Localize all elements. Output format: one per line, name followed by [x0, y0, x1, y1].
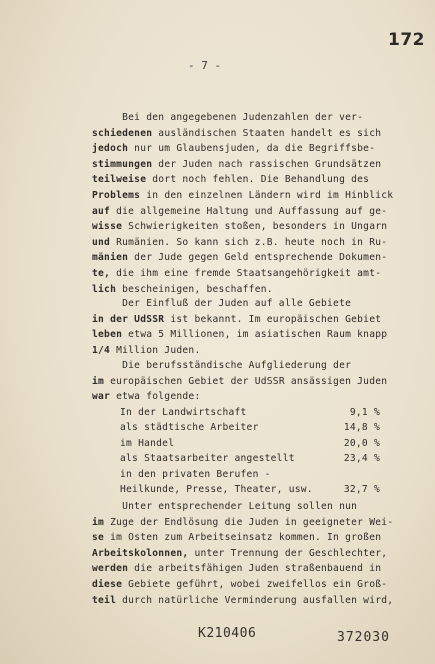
bold-lead-word: im	[92, 375, 105, 387]
line-text: in den einzelnen Ländern wird im Hinblick	[140, 189, 394, 201]
bold-lead-word: te,	[92, 267, 111, 279]
bold-lead-word: teil	[92, 594, 117, 606]
text-line	[92, 389, 404, 405]
bold-lead-word: in der UdSSR	[92, 313, 165, 325]
table-row	[120, 420, 380, 435]
occupation-label: im Handel	[120, 437, 175, 449]
text-line	[92, 235, 404, 251]
text-line	[92, 577, 404, 593]
text-line	[92, 110, 404, 126]
text-line	[92, 312, 404, 328]
text-line	[92, 499, 404, 515]
bold-lead-word: Problems	[92, 189, 141, 201]
line-text: Die berufsständische Aufgliederung der	[92, 360, 352, 371]
text-line	[92, 515, 404, 531]
bold-lead-word: stimmungen	[92, 158, 153, 170]
bold-lead-word: war	[92, 391, 111, 403]
line-text: Unter entsprechender Leitung sollen nun	[92, 501, 358, 512]
bold-lead-word: schiedenen	[92, 127, 153, 139]
archive-number: 172	[388, 30, 425, 50]
line-text: etwa 5 Millionen, im asiatischen Raum knapp	[122, 329, 388, 341]
table-row	[120, 467, 380, 498]
bold-lead-word: werden	[92, 563, 129, 575]
text-line	[92, 219, 404, 235]
line-text: nur um Glaubensjuden, da die Begriffsbe-	[128, 143, 376, 155]
text-line	[92, 593, 404, 609]
bold-lead-word: se	[92, 532, 105, 544]
text-line	[92, 266, 404, 282]
text-line	[92, 327, 404, 343]
occupation-label: als Staatsarbeiter angestellt	[120, 453, 295, 465]
bold-lead-word: lich	[92, 283, 117, 295]
text-line	[92, 188, 404, 204]
text-line	[92, 561, 404, 577]
line-text: die ihm eine fremde Staatsangehörigkeit amt-	[110, 267, 382, 279]
line-text: die allgemeine Haltung und Auffassung auf ge-	[110, 205, 388, 217]
text-line	[92, 204, 404, 220]
bold-lead-word: 1/4	[92, 344, 111, 356]
line-text: Schwierigkeiten stoßen, besonders in Ungarn	[122, 221, 388, 233]
table-row	[120, 436, 380, 451]
bold-lead-word: Arbeitskolonnen,	[92, 547, 189, 559]
line-text: die arbeitsfähigen Juden straßenbauend in	[128, 563, 382, 575]
text-line	[92, 296, 404, 312]
occupation-percent: 14,8 %	[343, 422, 380, 434]
text-line	[92, 358, 404, 374]
line-text: der Juden nach rassischen Grundsätzen	[152, 158, 382, 170]
paragraph-2	[92, 296, 404, 358]
bold-lead-word: und	[92, 236, 111, 248]
bold-lead-word: auf	[92, 205, 111, 217]
text-line	[92, 172, 404, 188]
line-text: ist bekannt. Im europäischen Gebiet	[164, 313, 382, 325]
line-text: Bei den angegebenen Judenzahlen der ver-	[92, 112, 364, 123]
text-line	[92, 546, 404, 562]
bold-lead-word: leben	[92, 329, 123, 341]
text-line	[92, 126, 404, 142]
line-text: der Jude gegen Geld entsprechende Dokumen-	[128, 252, 388, 264]
line-text: Gebiete geführt, wobei zweifellos ein Groß-	[122, 578, 388, 590]
table-row	[120, 451, 380, 466]
occupation-label: als städtische Arbeiter	[120, 422, 259, 434]
line-text: ausländischen Staaten handelt es sich	[152, 127, 382, 139]
file-number: 372030	[337, 630, 390, 645]
text-line	[92, 530, 404, 546]
occupation-percent: 9,1 %	[349, 407, 380, 418]
text-line	[92, 374, 404, 390]
bold-lead-word: im	[92, 516, 105, 528]
text-line	[92, 157, 404, 173]
occupation-percent: 23,4 %	[343, 453, 380, 465]
occupation-percent: 32,7 %	[343, 483, 380, 495]
bold-lead-word: jedoch	[92, 143, 129, 155]
line-text: etwa folgende:	[110, 391, 201, 403]
line-text: durch natürliche Verminderung ausfallen wird,	[116, 594, 394, 606]
line-text: dort noch fehlen. Die Behandlung des	[146, 174, 370, 186]
occupation-label: In der Landwirtschaft	[120, 407, 247, 418]
text-line	[92, 343, 404, 359]
occupation-percent: 20,0 %	[343, 437, 380, 449]
line-text: unter Trennung der Geschlechter,	[188, 547, 388, 559]
line-text: Rumänien. So kann sich z.B. heute noch in Ru-	[110, 236, 388, 248]
line-text: Der Einfluß der Juden auf alle Gebiete	[92, 298, 352, 309]
text-line	[92, 250, 404, 266]
table-row	[120, 405, 380, 420]
bold-lead-word: wisse	[92, 221, 123, 233]
line-text: Million Juden.	[110, 344, 201, 356]
bold-lead-word: mänien	[92, 252, 129, 264]
paragraph-4	[92, 499, 404, 608]
occupation-label: in den privaten Berufen - Heilkunde, Presse, Theater, usw.	[120, 468, 313, 495]
bold-lead-word: teilweise	[92, 174, 147, 186]
line-text: europäischen Gebiet der UdSSR ansässigen Juden	[104, 375, 388, 387]
bold-lead-word: diese	[92, 578, 123, 590]
line-text: bescheinigen, beschaffen.	[116, 283, 273, 295]
line-text: im Osten zum Arbeitseinsatz kommen. In großen	[104, 532, 382, 544]
paragraph-3	[92, 358, 404, 405]
text-line	[92, 282, 404, 298]
paragraph-1	[92, 110, 404, 297]
occupation-table	[120, 405, 380, 497]
page-number: - 7 -	[188, 59, 222, 72]
document-id: K210406	[198, 626, 257, 641]
text-line	[92, 141, 404, 157]
line-text: Zuge der Endlösung die Juden in geeigneter Wei-	[104, 516, 394, 528]
